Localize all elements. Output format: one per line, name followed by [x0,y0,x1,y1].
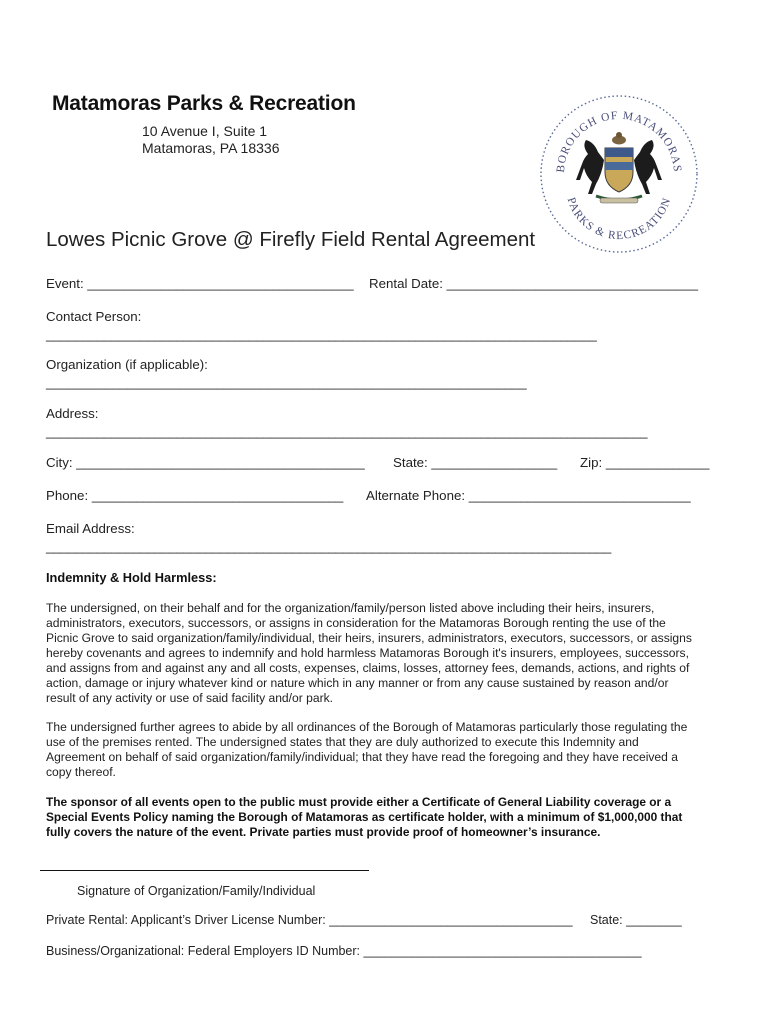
driver-license-state-field[interactable]: State: ________ [590,913,682,927]
city-field[interactable]: City: _______________________________________ [46,455,365,470]
organization-label: Organization (if applicable): [46,357,208,372]
svg-text:BOROUGH OF MATAMORAS: BOROUGH OF MATAMORAS [554,109,684,174]
signature-line[interactable] [40,870,369,871]
svg-text:PARKS & RECREATION: PARKS & RECREATION [564,195,674,243]
address-label: Address: [46,406,99,421]
address-line[interactable]: ___________________________________________________________________________________ [46,424,648,439]
phone-field[interactable]: Phone: __________________________________ [46,488,344,503]
address-line-2: Matamoras, PA 18336 [142,140,280,156]
federal-employer-id-field[interactable]: Business/Organizational: Federal Employers ID Number: ________________________________________ [46,944,642,958]
indemnity-paragraph-2: The undersigned further agrees to abide by all ordinances of the Borough of Matamoras particularly those regulating the use of the premises rented. The undersigned states that they are duly authorized to execute this Indemnity and Agreement on behalf of said organization/family/individual; that they have read the foregoing and they have received a copy thereof. [46,720,688,779]
rental-date-field[interactable]: Rental Date: __________________________________ [369,276,699,291]
form-title: Lowes Picnic Grove @ Firefly Field Rental Agreement [46,228,536,251]
insurance-requirement-notice: The sponsor of all events open to the public must provide either a Certificate of General Liability coverage or a Special Events Policy naming the Borough of Matamoras as certificate holder, with a minimum of $1,000,000 that fully covers the nature of the event. Private parties must provide proof of homeowner’s insurance. [46,795,683,839]
indemnity-paragraph-1: The undersigned, on their behalf and for the organization/family/person listed above including their heirs, insurers, administrators, executors, successors, or assigns in consideration for the Matamoras Borough renting the use of the Picnic Grove to said organization/family/individual, their heirs, insurers, administrators, executors, successors, or assigns hereby covenants and agrees to indemnify and hold harmless Matamoras Borough it's insurers, employees, successors, and assigns from and against any and all costs, expenses, claims, losses, attorney fees, demands, actions, and rights of action, damage or injury whatever kind or nature which in any manner or from any cause sustained by reason and/or result of any activity or use of said facility and/or park. [46,601,692,705]
indemnity-heading: Indemnity & Hold Harmless: [46,570,217,585]
driver-license-field[interactable]: Private Rental: Applicant’s Driver License Number: ___________________________________ [46,913,573,927]
contact-person-line[interactable]: ____________________________________________________________________________ [46,327,597,342]
zip-field[interactable]: Zip: ______________ [580,455,710,470]
email-label: Email Address: [46,521,135,536]
address-line-1: 10 Avenue I, Suite 1 [142,123,268,139]
event-field[interactable]: Event: ____________________________________ [46,276,354,291]
borough-seal-logo [538,90,700,258]
contact-person-label: Contact Person: [46,309,142,324]
state-field[interactable]: State: _________________ [393,455,558,470]
organization-line[interactable]: _________________________________________________________________ [46,375,527,390]
signature-label: Signature of Organization/Family/Individual [77,884,316,898]
alternate-phone-field[interactable]: Alternate Phone: ______________________________ [366,488,691,503]
organization-name: Matamoras Parks & Recreation [52,92,356,115]
email-line[interactable]: ______________________________________________________________________________ [46,539,612,554]
